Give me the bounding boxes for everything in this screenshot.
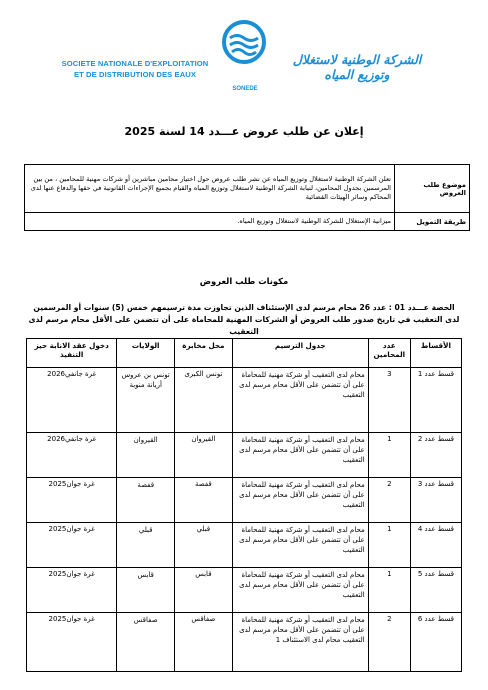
- cell-jadwal: محام لدى التعقيب أو شركة مهنية للمحاماة على أن تتضمن على الأقل محام مرسم لدى التعقيب: [232, 368, 368, 433]
- section-title: مكونات طلب العروض: [199, 276, 289, 286]
- table-row: [27, 478, 462, 523]
- cell-mahal: القيروان: [175, 433, 233, 478]
- cell-mahal: تونس الكبرى: [175, 368, 233, 433]
- cell-count: 1: [368, 568, 410, 613]
- cell-qist: قسط عدد 1: [410, 368, 461, 433]
- cell-jadwal: محام لدى التعقيب أو شركة مهنية للمحاماة على أن تتضمن على الأقل محام مرسم لدى التعقيب: [232, 433, 368, 478]
- cell-wilaya: تونس بن عروس أريانة منوبة: [117, 368, 175, 433]
- lots-table: [26, 338, 462, 672]
- org-name-ar: الشركة الوطنية لاستغلال وتوزيع المياه: [292, 52, 422, 82]
- table-row: [27, 568, 462, 613]
- table-row: [27, 523, 462, 568]
- cell-mahal: قبلي: [175, 523, 233, 568]
- cell-date: غرة جانفي2026: [27, 433, 117, 478]
- cell-qist: قسط عدد 4: [410, 523, 461, 568]
- cell-count: 3: [368, 368, 410, 433]
- info-row-financing: [25, 213, 470, 231]
- cell-mahal: قفصة: [175, 478, 233, 523]
- cell-date: غرة جوان2025: [27, 523, 117, 568]
- header-date: دخول عقد الانابة حيز التنفيذ: [27, 339, 117, 368]
- cell-qist: قسط عدد 6: [410, 613, 461, 672]
- header-mahal: محل مخابرة: [175, 339, 233, 368]
- cell-qist: قسط عدد 3: [410, 478, 461, 523]
- sonede-logo-icon: [222, 20, 266, 82]
- table-row: [27, 433, 462, 478]
- cell-jadwal: محام لدى التعقيب أو شركة مهنية للمحاماة على أن تتضمن على الأقل محام مرسم لدى التعقيب: [232, 478, 368, 523]
- cell-wilaya: قفصة: [117, 478, 175, 523]
- cell-mahal: صفاقس: [175, 613, 233, 672]
- page-title: إعلان عن طلب عروض عـــدد 14 لسنة 2025: [124, 125, 364, 138]
- cell-jadwal: محام لدى التعقيب أو شركة مهنية للمحاماة على أن تتضمن على الأقل محام مرسم لدى التعقيب: [232, 523, 368, 568]
- info-text-subject: تعلن الشركة الوطنية لاستغلال وتوزيع المياه عن نشر طلب عروض حول اختيار محامين مباشرين أو شركات مهنية للمحامين ، من بين المرسمين بجدول المحامين، لنيابة الشركة الوطنية لاستغلال وتوزيع المياه والقيام بجميع الإجراءات القانونية في حقها والدفاع عنها لدى المحاكم وسائر الهيئات القضائية: [25, 165, 395, 213]
- org-name-fr-line1: SOCIETE NATIONALE D'EXPLOITATION: [61, 59, 209, 68]
- lot-description: الحصة عـــدد 01 : عدد 26 محام مرسم لدى الإستئناف الذين تجاوزت مدة ترسيمهم خمس (5) سنوات أو المرسمين لدى التعقيب في تاريخ صدور طلب العروض أو الشركات المهنية للمحاماة على أن تتضمن على الأقل محام مرسم لدى التعقيب: [28, 303, 460, 336]
- table-row: [27, 613, 462, 672]
- info-label-financing: طريقة التمويل: [395, 213, 470, 231]
- cell-date: غرة جانفي2026: [27, 368, 117, 433]
- cell-date: غرة جوان2025: [27, 568, 117, 613]
- org-name-fr-line2: ET DE DISTRIBUTION DES EAUX: [73, 70, 197, 79]
- cell-date: غرة جوان2025: [27, 478, 117, 523]
- cell-jadwal: محام لدى التعقيب أو شركة مهنية للمحاماة على أن تتضمن على الأقل محام مرسم لدى التعقيب محام لدى الاستئناف 1: [232, 613, 368, 672]
- org-name-fr: [60, 58, 210, 80]
- header-jadwal: جدول الترسيم: [232, 339, 368, 368]
- cell-wilaya: قابس: [117, 568, 175, 613]
- cell-qist: قسط عدد 2: [410, 433, 461, 478]
- info-text-financing: ميزانية الإستغلال للشركة الوطنية لاستغلال وتوزيع المياه.: [25, 213, 395, 231]
- lots-header-row: [27, 339, 462, 368]
- cell-wilaya: صفاقس: [117, 613, 175, 672]
- cell-mahal: قابس: [175, 568, 233, 613]
- cell-count: 1: [368, 433, 410, 478]
- info-row-subject: [25, 165, 470, 213]
- cell-count: 2: [368, 613, 410, 672]
- header-qist: الأقساط: [410, 339, 461, 368]
- cell-wilaya: قبلي: [117, 523, 175, 568]
- cell-count: 1: [368, 523, 410, 568]
- cell-date: غرة جوان2025: [27, 613, 117, 672]
- cell-wilaya: القيروان: [117, 433, 175, 478]
- info-table: [24, 164, 470, 231]
- table-row: [27, 368, 462, 433]
- info-label-subject: موضوع طلب العروض: [395, 165, 470, 213]
- header-wilaya: الولايات: [117, 339, 175, 368]
- cell-jadwal: محام لدى التعقيب أو شركة مهنية للمحاماة على أن تتضمن على الأقل محام مرسم لدى التعقيب: [232, 568, 368, 613]
- cell-qist: قسط عدد 5: [410, 568, 461, 613]
- header-count: عدد المحامين: [368, 339, 410, 368]
- logo-label: SONEDE: [232, 86, 258, 92]
- cell-count: 2: [368, 478, 410, 523]
